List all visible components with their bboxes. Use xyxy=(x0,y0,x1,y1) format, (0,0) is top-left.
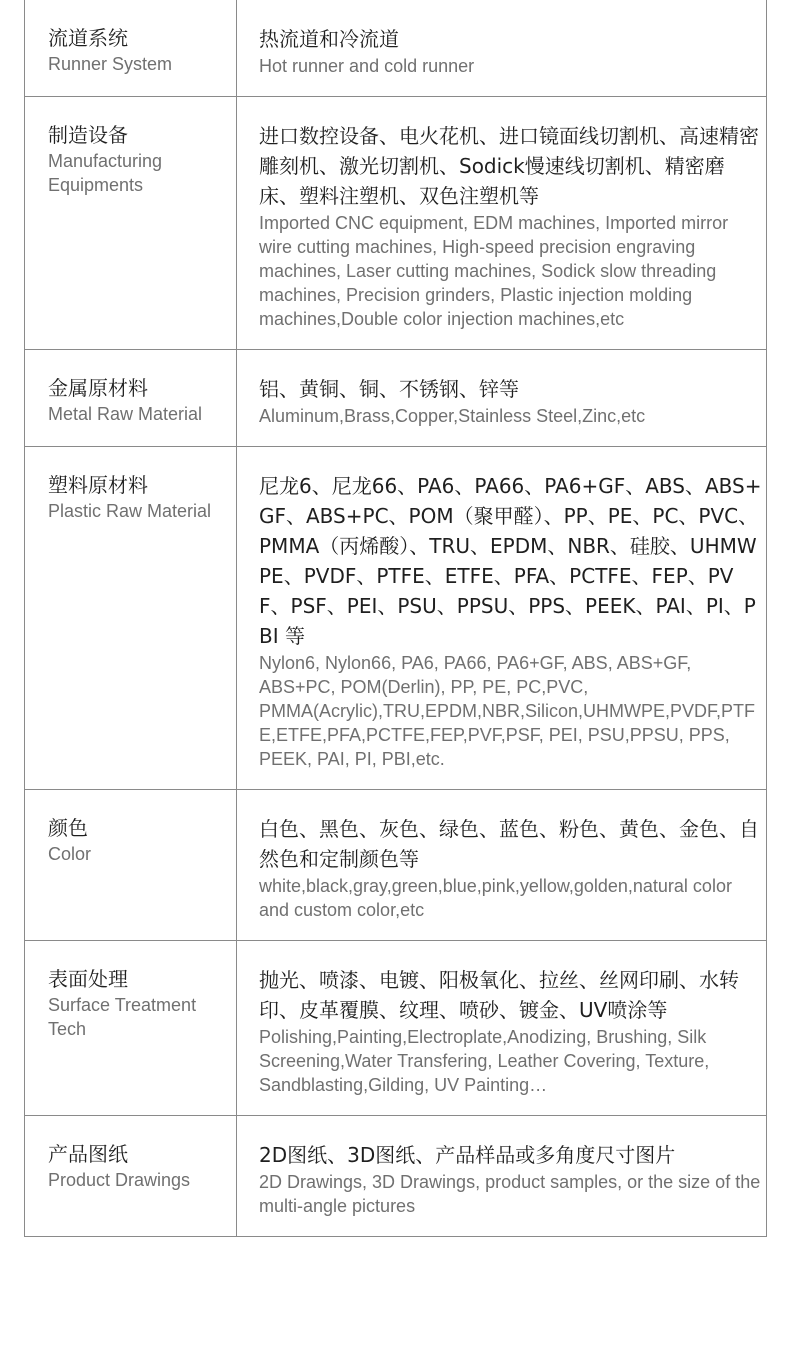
spec-value-en: white,black,gray,green,blue,pink,yellow,golden,natural color and custom color,etc xyxy=(259,876,732,920)
spec-table xyxy=(24,0,767,1237)
spec-value-zh: 铝、黄铜、铜、不锈钢、锌等 xyxy=(259,377,519,401)
spec-value-zh: 热流道和冷流道 xyxy=(259,27,399,51)
spec-label-en: Surface Treatment Tech xyxy=(48,995,197,1039)
spec-label-zh: 塑料原材料 xyxy=(48,473,148,497)
spec-value-cell xyxy=(237,1116,767,1237)
spec-label-cell xyxy=(25,447,237,790)
spec-label-cell xyxy=(25,790,237,941)
spec-row-color xyxy=(25,790,767,941)
spec-row-plastic-raw-material xyxy=(25,447,767,790)
spec-row-surface-treatment xyxy=(25,941,767,1116)
spec-label-cell xyxy=(25,0,237,97)
spec-label-zh: 产品图纸 xyxy=(48,1142,128,1166)
spec-label-cell xyxy=(25,941,237,1116)
spec-value-cell xyxy=(237,941,767,1116)
spec-row-metal-raw-material xyxy=(25,350,767,447)
spec-label-cell xyxy=(25,1116,237,1237)
spec-value-en: Hot runner and cold runner xyxy=(259,56,475,76)
spec-value-cell xyxy=(237,447,767,790)
spec-value-en: 2D Drawings, 3D Drawings, product samples, or the size of the multi-angle pictures xyxy=(259,1172,761,1216)
spec-value-zh: 白色、黑色、灰色、绿色、蓝色、粉色、黄色、金色、自然色和定制颜色等 xyxy=(259,817,759,871)
spec-label-en: Color xyxy=(48,844,92,864)
spec-row-manufacturing-equipments xyxy=(25,97,767,350)
spec-label-cell xyxy=(25,97,237,350)
spec-label-en: Plastic Raw Material xyxy=(48,501,212,521)
spec-label-cell xyxy=(25,350,237,447)
spec-row-product-drawings xyxy=(25,1116,767,1237)
spec-value-en: Nylon6, Nylon66, PA6, PA66, PA6+GF, ABS, ABS+GF, ABS+PC, POM(Derlin), PP, PE, PC,PVC, PMMA(Acrylic),TRU,EPDM,NBR,Silicon,UHMWPE,PVDF,PTFE,ETFE,PFA,PCTFE,FEP,PVF,PSF, PEI, PSU,PPSU, PPS, PEEK, PAI, PI, PBI,etc. xyxy=(259,653,756,769)
spec-label-zh: 金属原材料 xyxy=(48,376,148,400)
spec-value-cell xyxy=(237,0,767,97)
spec-label-en: Manufacturing Equipments xyxy=(48,151,163,195)
spec-label-en: Runner System xyxy=(48,54,173,74)
spec-value-zh: 进口数控设备、电火花机、进口镜面线切割机、高速精密雕刻机、激光切割机、Sodick慢速线切割机、精密磨床、塑料注塑机、双色注塑机等 xyxy=(259,124,759,208)
spec-label-zh: 颜色 xyxy=(48,816,88,840)
spec-label-en: Product Drawings xyxy=(48,1170,191,1190)
spec-value-zh: 尼龙6、尼龙66、PA6、PA66、PA6+GF、ABS、ABS+GF、ABS+PC、POM（聚甲醛）、PP、PE、PC、PVC、PMMA（丙烯酸）、TRU、EPDM、NBR、硅胶、UHMWPE、PVDF、PTFE、ETFE、PFA、PCTFE、FEP、PVF、PSF、PEI、PSU、PPSU、PPS、PEEK、PAI、PI、PBI 等 xyxy=(259,474,762,648)
spec-label-zh: 制造设备 xyxy=(48,123,128,147)
spec-value-cell xyxy=(237,790,767,941)
spec-value-zh: 抛光、喷漆、电镀、阳极氧化、拉丝、丝网印刷、水转印、皮革覆膜、纹理、喷砂、镀金、UV喷涂等 xyxy=(259,968,739,1022)
spec-label-zh: 流道系统 xyxy=(48,26,128,50)
spec-value-cell xyxy=(237,97,767,350)
spec-value-zh: 2D图纸、3D图纸、产品样品或多角度尺寸图片 xyxy=(259,1143,676,1167)
spec-value-cell xyxy=(237,350,767,447)
spec-row-runner-system xyxy=(25,0,767,97)
spec-label-en: Metal Raw Material xyxy=(48,404,203,424)
spec-value-en: Polishing,Painting,Electroplate,Anodizing, Brushing, Silk Screening,Water Transfering, Leather Covering, Texture, Sandblasting,Gilding, UV Painting… xyxy=(259,1027,710,1095)
spec-value-en: Imported CNC equipment, EDM machines, Imported mirror wire cutting machines, High-speed precision engraving machines, Laser cutting machines, Sodick slow threading machines, Precision grinders, Plastic injection molding machines,Double color injection machines,etc xyxy=(259,213,729,329)
spec-label-zh: 表面处理 xyxy=(48,967,128,991)
spec-value-en: Aluminum,Brass,Copper,Stainless Steel,Zinc,etc xyxy=(259,406,646,426)
